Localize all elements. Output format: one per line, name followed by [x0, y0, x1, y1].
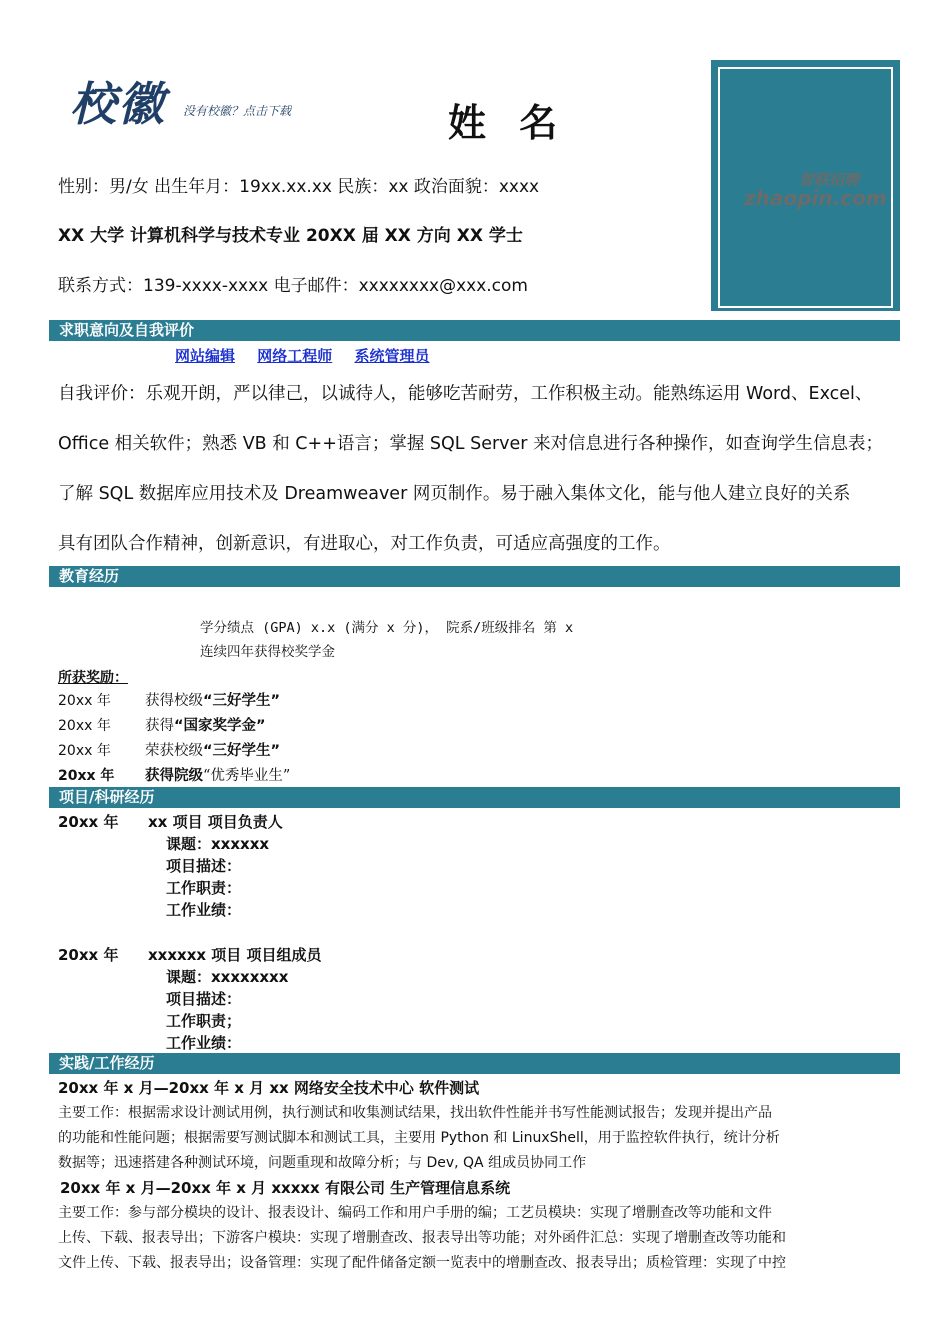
project-topic: 课题：xxxxxx — [166, 835, 270, 853]
project-duty: 工作职责； — [166, 1012, 242, 1030]
project-title: xxxxxx 项目 项目组成员 — [148, 946, 322, 964]
project-title: xx 项目 项目负责人 — [148, 813, 283, 831]
work-title: 20xx 年 x 月—20xx 年 x 月 xx 网络安全技术中心 软件测试 — [58, 1079, 480, 1097]
gpa-line: 学分绩点 (GPA) x.x (满分 x 分)， 院系/班级排名 第 x — [200, 620, 574, 636]
resume-name: 姓 名 — [448, 101, 568, 145]
project-duty: 工作职责： — [166, 879, 242, 897]
scholarship-line: 连续四年获得校奖学金 — [200, 644, 335, 660]
education-summary: XX 大学 计算机科学与技术专业 20XX 届 XX 方向 XX 学士 — [58, 226, 523, 246]
logo-download-link[interactable]: 没有校徽？点击下载 — [183, 104, 292, 118]
self-eval-line: Office 相关软件；熟悉 VB 和 C++语言；掌握 SQL Server 来对信息进行各种操作，如查询学生信息表； — [58, 434, 884, 454]
work-line: 数据等；迅速搭建各种测试环境，问题重现和故障分析；与 Dev, QA 组成员协同工作 — [58, 1155, 587, 1171]
project-desc: 项目描述： — [166, 857, 242, 875]
contact-info: 联系方式：139-xxxx-xxxx 电子邮件：xxxxxxxx@xxx.com — [58, 276, 528, 296]
award-item: 获得校级“三好学生” — [145, 693, 281, 709]
photo-frame[interactable] — [711, 60, 900, 311]
job-link-3[interactable]: 系统管理员 — [354, 347, 430, 365]
work-title: 20xx 年 x 月—20xx 年 x 月 xxxxx 有限公司 生产管理信息系统 — [60, 1179, 511, 1197]
award-year: 20xx 年 — [58, 743, 111, 759]
award-year: 20xx 年 — [58, 693, 111, 709]
section-projects-header: 项目/科研经历 — [49, 787, 900, 808]
section-objective-header: 求职意向及自我评价 — [49, 320, 900, 341]
job-link-1[interactable]: 网站编辑 — [175, 347, 236, 365]
award-year: 20xx 年 — [58, 768, 115, 784]
project-result: 工作业绩： — [166, 901, 242, 919]
work-line: 上传、下载、报表导出；下游客户模块：实现了增删查改、报表导出等功能；对外函件汇总：实现了增删查改等功能和 — [58, 1230, 786, 1246]
work-line: 的功能和性能问题；根据需要写测试脚本和测试工具，主要用 Python 和 LinuxShell，用于监控软件执行，统计分析 — [58, 1130, 780, 1146]
self-eval-line: 具有团队合作精神，创新意识，有进取心，对工作负责，可适应高强度的工作。 — [58, 534, 671, 554]
basic-info: 性别：男/女 出生年月：19xx.xx.xx 民族：xx 政治面貌：xxxx — [58, 177, 540, 197]
project-desc: 项目描述： — [166, 990, 242, 1008]
work-line: 主要工作：参与部分模块的设计、报表设计、编码工作和用户手册的编；工艺员模块：实现了增删查改等功能和文件 — [58, 1205, 772, 1221]
section-work-header: 实践/工作经历 — [49, 1053, 900, 1074]
award-item: 获得院级“优秀毕业生” — [145, 768, 291, 784]
job-targets — [175, 345, 447, 366]
watermark-logo: 智联招聘 zhaopin.com — [744, 171, 887, 210]
self-eval-line: 了解 SQL 数据库应用技术及 Dreamweaver 网页制作。易于融入集体文化，能与他人建立良好的关系 — [58, 484, 851, 504]
project-topic: 课题：xxxxxxxx — [166, 968, 289, 986]
award-item: 获得“国家奖学金” — [145, 718, 266, 734]
project-year: 20xx 年 — [58, 946, 119, 964]
job-link-2[interactable]: 网络工程师 — [257, 347, 333, 365]
work-line: 主要工作：根据需求设计测试用例，执行测试和收集测试结果，找出软件性能并书写性能测试报告；发现并提出产品 — [58, 1105, 772, 1121]
project-result: 工作业绩： — [166, 1034, 242, 1052]
project-year: 20xx 年 — [58, 813, 119, 831]
photo-placeholder — [718, 67, 893, 308]
awards-title: 所获奖励： — [58, 670, 128, 686]
self-eval-line: 自我评价：乐观开朗，严以律己，以诚待人，能够吃苦耐劳，工作积极主动。能熟练运用 Word、Excel、 — [58, 384, 873, 404]
award-item: 荣获校级“三好学生” — [145, 743, 281, 759]
award-year: 20xx 年 — [58, 718, 111, 734]
school-logo: 校徽 — [70, 77, 166, 131]
section-education-header: 教育经历 — [49, 566, 900, 587]
work-line: 文件上传、下载、报表导出；设备管理：实现了配件储备定额一览表中的增删查改、报表导出；质检管理：实现了中控 — [58, 1255, 786, 1271]
